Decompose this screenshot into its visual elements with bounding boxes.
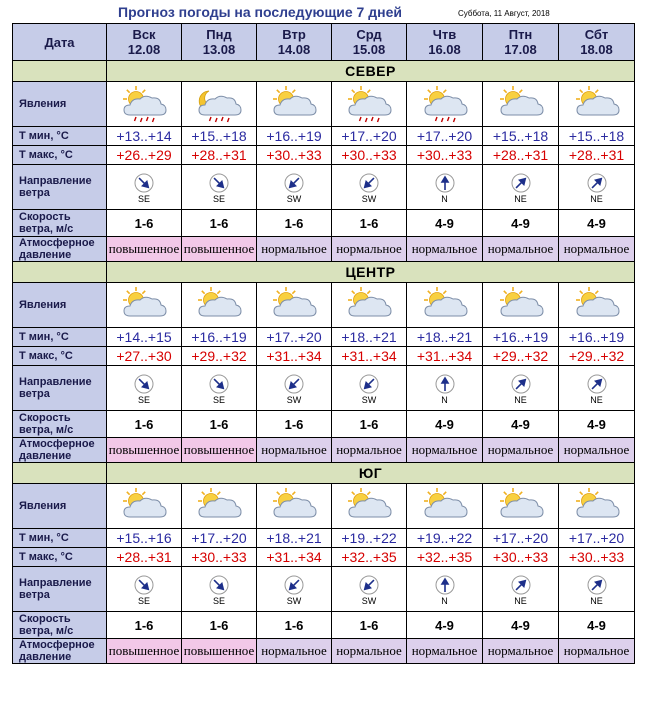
wind-speed-label-line1: Скорость [19, 613, 71, 625]
region-title: ЮГ [107, 463, 635, 484]
weather-icon-cell [332, 484, 407, 529]
wind-speed-value: 4-9 [559, 411, 635, 438]
tmin-value: +17..+20 [559, 529, 635, 548]
wind-direction-cell [483, 165, 559, 210]
wind-direction-row [13, 366, 635, 411]
day-header [407, 24, 483, 61]
weather-icon-cell [182, 484, 257, 529]
page-footer [0, 703, 648, 708]
tmin-value: +15..+18 [559, 127, 635, 146]
compass-arrow-icon [587, 575, 607, 595]
header-row [13, 24, 635, 61]
tmin-value: +19..+22 [407, 529, 483, 548]
region-pad-left [13, 262, 107, 283]
tmin-row [13, 127, 635, 146]
wind-direction-cell [559, 165, 635, 210]
pressure-value: нормальное [483, 237, 559, 262]
wind-speed-label-line1: Скорость [19, 211, 71, 223]
wind-direction-cell [559, 366, 635, 411]
compass-arrow-icon [587, 173, 607, 193]
tmax-value: +28..+31 [483, 146, 559, 165]
pressure-value: нормальное [559, 237, 635, 262]
tmax-label: Т макс, °С [13, 146, 107, 165]
tmin-label: Т мин, °С [13, 328, 107, 347]
tmin-value: +13..+14 [107, 127, 182, 146]
weather-icon-cell [559, 82, 635, 127]
page-title: Прогноз погоды на последующие 7 дней [118, 4, 402, 20]
pressure-value: нормальное [483, 639, 559, 664]
wind-direction-label-line1: Направление [19, 577, 92, 589]
tmax-value: +31..+34 [332, 347, 407, 366]
wind-direction-row [13, 567, 635, 612]
tmax-value: +26..+29 [107, 146, 182, 165]
compass-arrow-icon [359, 173, 379, 193]
tmax-value: +30..+33 [559, 548, 635, 567]
sun-cloud-icon [193, 487, 245, 525]
sun-cloud-icon [419, 487, 471, 525]
phenomena-label: Явления [13, 283, 107, 328]
pressure-label [13, 438, 107, 463]
tmax-row [13, 548, 635, 567]
tmax-value: +30..+33 [332, 146, 407, 165]
weather-icon-cell [257, 484, 332, 529]
wind-speed-row [13, 411, 635, 438]
wind-direction-cell [559, 567, 635, 612]
wind-direction-label-line1: Направление [19, 175, 92, 187]
wind-direction-label [13, 366, 107, 411]
sun-cloud-icon [495, 487, 547, 525]
compass-arrow-icon [134, 173, 154, 193]
wind-speed-value: 1-6 [332, 612, 407, 639]
weather-icon-cell [107, 484, 182, 529]
tmax-value: +28..+31 [182, 146, 257, 165]
weather-icon-cell [559, 484, 635, 529]
wind-speed-value: 4-9 [407, 210, 483, 237]
wind-speed-value: 1-6 [182, 612, 257, 639]
pressure-value: нормальное [407, 438, 483, 463]
sun-cloud-icon [571, 85, 623, 123]
tmax-label: Т макс, °С [13, 347, 107, 366]
day-date: 12.08 [127, 42, 161, 57]
tmax-value: +27..+30 [107, 347, 182, 366]
pressure-label-line2: давление [19, 651, 72, 663]
tmax-value: +31..+34 [407, 347, 483, 366]
tmax-row [13, 347, 635, 366]
sun-cloud-icon [571, 286, 623, 324]
wind-direction-cell [107, 165, 182, 210]
wind-speed-value: 4-9 [407, 411, 483, 438]
pressure-label [13, 639, 107, 664]
wind-direction-cell [257, 165, 332, 210]
tmax-value: +29..+32 [182, 347, 257, 366]
day-header [332, 24, 407, 61]
wind-direction-cell [407, 366, 483, 411]
day-name: Сбт [584, 27, 609, 42]
wind-direction-text: NE [514, 194, 527, 204]
wind-direction-label [13, 567, 107, 612]
tmax-label: Т макс, °С [13, 548, 107, 567]
sun-cloud-icon [268, 286, 320, 324]
wind-direction-text: SW [361, 596, 377, 606]
pressure-value: нормальное [407, 237, 483, 262]
wind-speed-value: 1-6 [182, 210, 257, 237]
tmin-row [13, 328, 635, 347]
sun-cloud-icon [268, 487, 320, 525]
wind-direction-label-line2: ветра [19, 388, 50, 400]
moon-cloud-rain-icon [193, 85, 245, 123]
wind-speed-label-line2: ветра, м/с [19, 625, 74, 637]
region-title: ЦЕНТР [107, 262, 635, 283]
wind-speed-label [13, 612, 107, 639]
pressure-label-line2: давление [19, 249, 72, 261]
wind-direction-text: SW [286, 194, 302, 204]
wind-speed-label-line2: ветра, м/с [19, 424, 74, 436]
sun-cloud-icon [495, 286, 547, 324]
wind-speed-value: 1-6 [107, 210, 182, 237]
tmax-value: +31..+34 [257, 548, 332, 567]
tmax-value: +30..+33 [407, 146, 483, 165]
pressure-row [13, 237, 635, 262]
wind-speed-value: 4-9 [559, 612, 635, 639]
compass-arrow-icon [284, 173, 304, 193]
pressure-label [13, 237, 107, 262]
day-name: Птн [508, 27, 533, 42]
phenomena-row [13, 82, 635, 127]
wind-speed-value: 1-6 [257, 210, 332, 237]
tmin-row [13, 529, 635, 548]
pressure-label-line1: Атмосферное [19, 438, 95, 450]
tmin-value: +16..+19 [257, 127, 332, 146]
compass-arrow-icon [511, 374, 531, 394]
day-name: Чтв [432, 27, 457, 42]
wind-direction-cell [107, 366, 182, 411]
wind-direction-cell [483, 366, 559, 411]
wind-direction-text: SW [286, 395, 302, 405]
wind-direction-label-line2: ветра [19, 187, 50, 199]
weather-icon-cell [559, 283, 635, 328]
wind-direction-text: NE [514, 395, 527, 405]
day-date: 14.08 [277, 42, 311, 57]
compass-arrow-icon [511, 575, 531, 595]
tmin-value: +17..+20 [257, 328, 332, 347]
pressure-value: повышенное [107, 438, 182, 463]
day-header [107, 24, 182, 61]
sun-cloud-rain-icon [343, 85, 395, 123]
tmin-label: Т мин, °С [13, 127, 107, 146]
phenomena-label: Явления [13, 82, 107, 127]
phenomena-label: Явления [13, 484, 107, 529]
compass-arrow-icon [435, 374, 455, 394]
pressure-label-line1: Атмосферное [19, 639, 95, 651]
weather-icon-cell [483, 82, 559, 127]
wind-direction-cell [407, 165, 483, 210]
wind-speed-label [13, 411, 107, 438]
wind-speed-label-line1: Скорость [19, 412, 71, 424]
date-header-cell: Дата [13, 24, 107, 61]
pressure-label-line1: Атмосферное [19, 237, 95, 249]
day-header [559, 24, 635, 61]
wind-speed-value: 1-6 [257, 612, 332, 639]
wind-direction-cell [107, 567, 182, 612]
pressure-label-line2: давление [19, 450, 72, 462]
compass-arrow-icon [511, 173, 531, 193]
wind-direction-cell [257, 567, 332, 612]
day-date: 16.08 [428, 42, 461, 57]
region-title: СЕВЕР [107, 61, 635, 82]
sun-cloud-icon [571, 487, 623, 525]
wind-speed-value: 1-6 [182, 411, 257, 438]
wind-direction-cell [483, 567, 559, 612]
wind-direction-cell [182, 567, 257, 612]
weather-icon-cell [483, 484, 559, 529]
tmax-value: +32..+35 [407, 548, 483, 567]
sun-cloud-icon [495, 85, 547, 123]
day-name: Втр [282, 27, 306, 42]
region-row [13, 262, 635, 283]
wind-speed-label [13, 210, 107, 237]
page-header [0, 0, 648, 24]
compass-arrow-icon [209, 575, 229, 595]
sun-cloud-icon [118, 487, 170, 525]
pressure-value: повышенное [182, 237, 257, 262]
wind-direction-text: N [441, 395, 448, 405]
weather-icon-cell [257, 82, 332, 127]
day-name: Вск [132, 27, 156, 42]
tmin-value: +17..+20 [483, 529, 559, 548]
pressure-value: нормальное [407, 639, 483, 664]
pressure-value: повышенное [107, 639, 182, 664]
sun-cloud-icon [343, 487, 395, 525]
tmax-value: +28..+31 [559, 146, 635, 165]
tmax-value: +30..+33 [483, 548, 559, 567]
region-row [13, 61, 635, 82]
wind-speed-value: 4-9 [559, 210, 635, 237]
wind-direction-text: SE [137, 395, 150, 405]
day-date: 15.08 [352, 42, 386, 57]
wind-direction-text: SW [361, 194, 377, 204]
wind-speed-row [13, 612, 635, 639]
compass-arrow-icon [435, 575, 455, 595]
wind-speed-label-line2: ветра, м/с [19, 223, 74, 235]
pressure-value: нормальное [257, 438, 332, 463]
tmin-value: +17..+20 [332, 127, 407, 146]
compass-arrow-icon [587, 374, 607, 394]
wind-direction-cell [407, 567, 483, 612]
wind-direction-row [13, 165, 635, 210]
pressure-value: нормальное [332, 639, 407, 664]
weather-icon-cell [407, 484, 483, 529]
tmin-value: +19..+22 [332, 529, 407, 548]
compass-arrow-icon [435, 173, 455, 193]
current-date: Суббота, 11 Август, 2018 [458, 9, 550, 18]
tmin-value: +15..+18 [483, 127, 559, 146]
compass-arrow-icon [359, 374, 379, 394]
weather-icon-cell [407, 283, 483, 328]
tmin-value: +17..+20 [407, 127, 483, 146]
compass-arrow-icon [209, 173, 229, 193]
wind-speed-value: 4-9 [483, 612, 559, 639]
sun-cloud-rain-icon [118, 85, 170, 123]
wind-speed-value: 4-9 [483, 411, 559, 438]
compass-arrow-icon [284, 575, 304, 595]
tmin-value: +16..+19 [559, 328, 635, 347]
sun-cloud-icon [419, 286, 471, 324]
compass-arrow-icon [284, 374, 304, 394]
weather-icon-cell [107, 82, 182, 127]
wind-direction-text: SE [212, 395, 225, 405]
wind-direction-cell [332, 165, 407, 210]
compass-arrow-icon [134, 575, 154, 595]
wind-direction-label [13, 165, 107, 210]
day-date: 13.08 [202, 42, 236, 57]
region-pad-left [13, 463, 107, 484]
tmax-value: +31..+34 [257, 347, 332, 366]
weather-icon-cell [182, 82, 257, 127]
wind-direction-text: NE [590, 395, 603, 405]
phenomena-row [13, 484, 635, 529]
tmin-value: +15..+18 [182, 127, 257, 146]
day-header [257, 24, 332, 61]
pressure-value: нормальное [332, 438, 407, 463]
wind-speed-value: 4-9 [407, 612, 483, 639]
tmin-value: +16..+19 [182, 328, 257, 347]
sun-cloud-icon [118, 286, 170, 324]
pressure-value: нормальное [483, 438, 559, 463]
region-row [13, 463, 635, 484]
wind-speed-value: 1-6 [332, 210, 407, 237]
pressure-value: повышенное [182, 438, 257, 463]
wind-direction-text: SE [212, 194, 225, 204]
sun-cloud-icon [268, 85, 320, 123]
compass-arrow-icon [209, 374, 229, 394]
wind-direction-label-line1: Направление [19, 376, 92, 388]
day-header [483, 24, 559, 61]
wind-direction-text: NE [590, 596, 603, 606]
forecast-table [12, 23, 635, 664]
sun-cloud-rain-icon [419, 85, 471, 123]
pressure-row [13, 438, 635, 463]
wind-speed-value: 1-6 [107, 612, 182, 639]
pressure-value: нормальное [559, 639, 635, 664]
tmax-value: +30..+33 [182, 548, 257, 567]
weather-icon-cell [257, 283, 332, 328]
tmin-value: +18..+21 [332, 328, 407, 347]
wind-direction-text: SW [361, 395, 377, 405]
wind-direction-cell [332, 567, 407, 612]
wind-direction-text: SW [286, 596, 302, 606]
wind-direction-cell [182, 165, 257, 210]
wind-direction-text: SE [137, 596, 150, 606]
pressure-row [13, 639, 635, 664]
tmin-value: +15..+16 [107, 529, 182, 548]
wind-direction-label-line2: ветра [19, 589, 50, 601]
pressure-value: нормальное [257, 237, 332, 262]
wind-speed-value: 1-6 [257, 411, 332, 438]
tmax-row [13, 146, 635, 165]
day-date: 17.08 [504, 42, 537, 57]
phenomena-row [13, 283, 635, 328]
tmin-value: +17..+20 [182, 529, 257, 548]
tmin-value: +18..+21 [407, 328, 483, 347]
wind-direction-text: SE [212, 596, 225, 606]
tmax-value: +28..+31 [107, 548, 182, 567]
tmax-value: +29..+32 [559, 347, 635, 366]
wind-direction-cell [182, 366, 257, 411]
wind-direction-text: N [441, 596, 448, 606]
wind-speed-value: 1-6 [107, 411, 182, 438]
wind-direction-text: NE [590, 194, 603, 204]
wind-direction-text: N [441, 194, 448, 204]
sun-cloud-icon [193, 286, 245, 324]
wind-speed-value: 4-9 [483, 210, 559, 237]
tmax-value: +30..+33 [257, 146, 332, 165]
tmin-value: +16..+19 [483, 328, 559, 347]
weather-icon-cell [182, 283, 257, 328]
weather-icon-cell [107, 283, 182, 328]
wind-direction-cell [257, 366, 332, 411]
day-name: Срд [356, 27, 382, 42]
pressure-value: нормальное [559, 438, 635, 463]
tmax-value: +29..+32 [483, 347, 559, 366]
day-name: Пнд [206, 27, 232, 42]
pressure-value: нормальное [257, 639, 332, 664]
sun-cloud-icon [343, 286, 395, 324]
wind-direction-text: NE [514, 596, 527, 606]
wind-speed-row [13, 210, 635, 237]
wind-direction-cell [332, 366, 407, 411]
day-header [182, 24, 257, 61]
wind-speed-value: 1-6 [332, 411, 407, 438]
pressure-value: нормальное [332, 237, 407, 262]
compass-arrow-icon [359, 575, 379, 595]
region-pad-left [13, 61, 107, 82]
weather-icon-cell [332, 283, 407, 328]
wind-direction-text: SE [137, 194, 150, 204]
weather-icon-cell [332, 82, 407, 127]
weather-icon-cell [483, 283, 559, 328]
tmax-value: +32..+35 [332, 548, 407, 567]
tmin-value: +14..+15 [107, 328, 182, 347]
weather-icon-cell [407, 82, 483, 127]
pressure-value: повышенное [182, 639, 257, 664]
pressure-value: повышенное [107, 237, 182, 262]
tmin-label: Т мин, °С [13, 529, 107, 548]
compass-arrow-icon [134, 374, 154, 394]
day-date: 18.08 [580, 42, 613, 57]
tmin-value: +18..+21 [257, 529, 332, 548]
